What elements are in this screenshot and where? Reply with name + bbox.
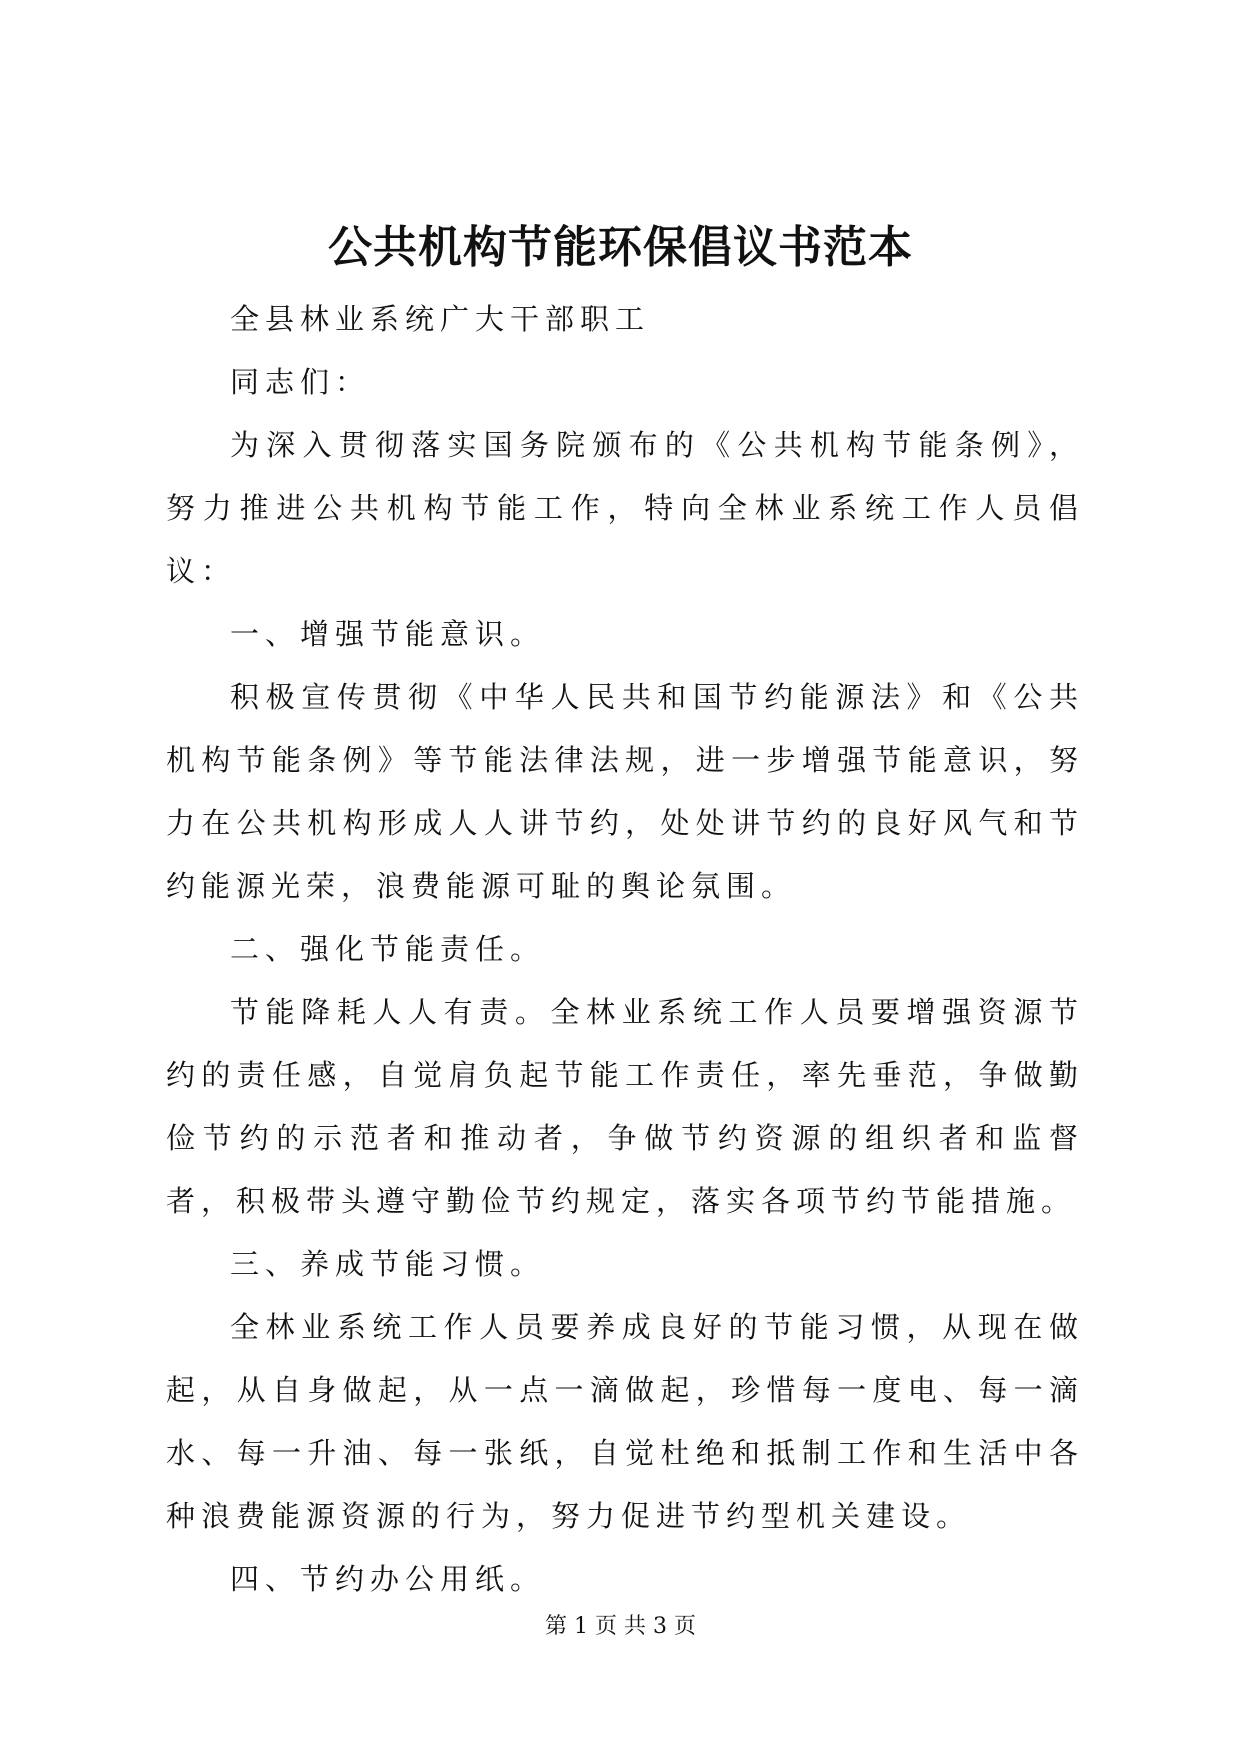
section-body-2: 节能降耗人人有责。全林业系统工作人员要增强资源节约的责任感，自觉肩负起节能工作责任，率先垂范，争做勤俭节约的示范者和推动者，争做节约资源的组织者和监督者，积极带头遵守勤俭节约规定，落实各项节约节能措施。 xyxy=(166,995,1084,1218)
salutation-line: 同志们： xyxy=(230,365,371,399)
section-heading-1: 一、增强节能意识。 xyxy=(230,617,546,651)
section-body-3: 全林业系统工作人员要养成良好的节能习惯，从现在做起，从自身做起，从一点一滴做起，珍惜每一度电、每一滴水、每一升油、每一张纸，自觉杜绝和抵制工作和生活中各种浪费能源资源的行为，努力促进节约型机关建设。 xyxy=(166,1310,1084,1533)
addressee-line: 全县林业系统广大干部职工 xyxy=(230,302,651,336)
intro-paragraph: 为深入贯彻落实国务院颁布的《公共机构节能条例》，努力推进公共机构节能工作，特向全林业系统工作人员倡议： xyxy=(166,428,1084,588)
document-title: 公共机构节能环保倡议书范本 xyxy=(328,222,913,273)
section-heading-3: 三、养成节能习惯。 xyxy=(230,1247,546,1281)
section-heading-2: 二、强化节能责任。 xyxy=(230,932,546,966)
section-body-1: 积极宣传贯彻《中华人民共和国节约能源法》和《公共机构节能条例》等节能法律法规，进一步增强节能意识，努力在公共机构形成人人讲节约，处处讲节约的良好风气和节约能源光荣，浪费能源可耻的舆论氛围。 xyxy=(166,680,1084,903)
section-heading-4: 四、节约办公用纸。 xyxy=(230,1562,546,1596)
document-body xyxy=(166,288,1084,1611)
page-number-footer: 第 1 页 共 3 页 xyxy=(545,1614,696,1639)
